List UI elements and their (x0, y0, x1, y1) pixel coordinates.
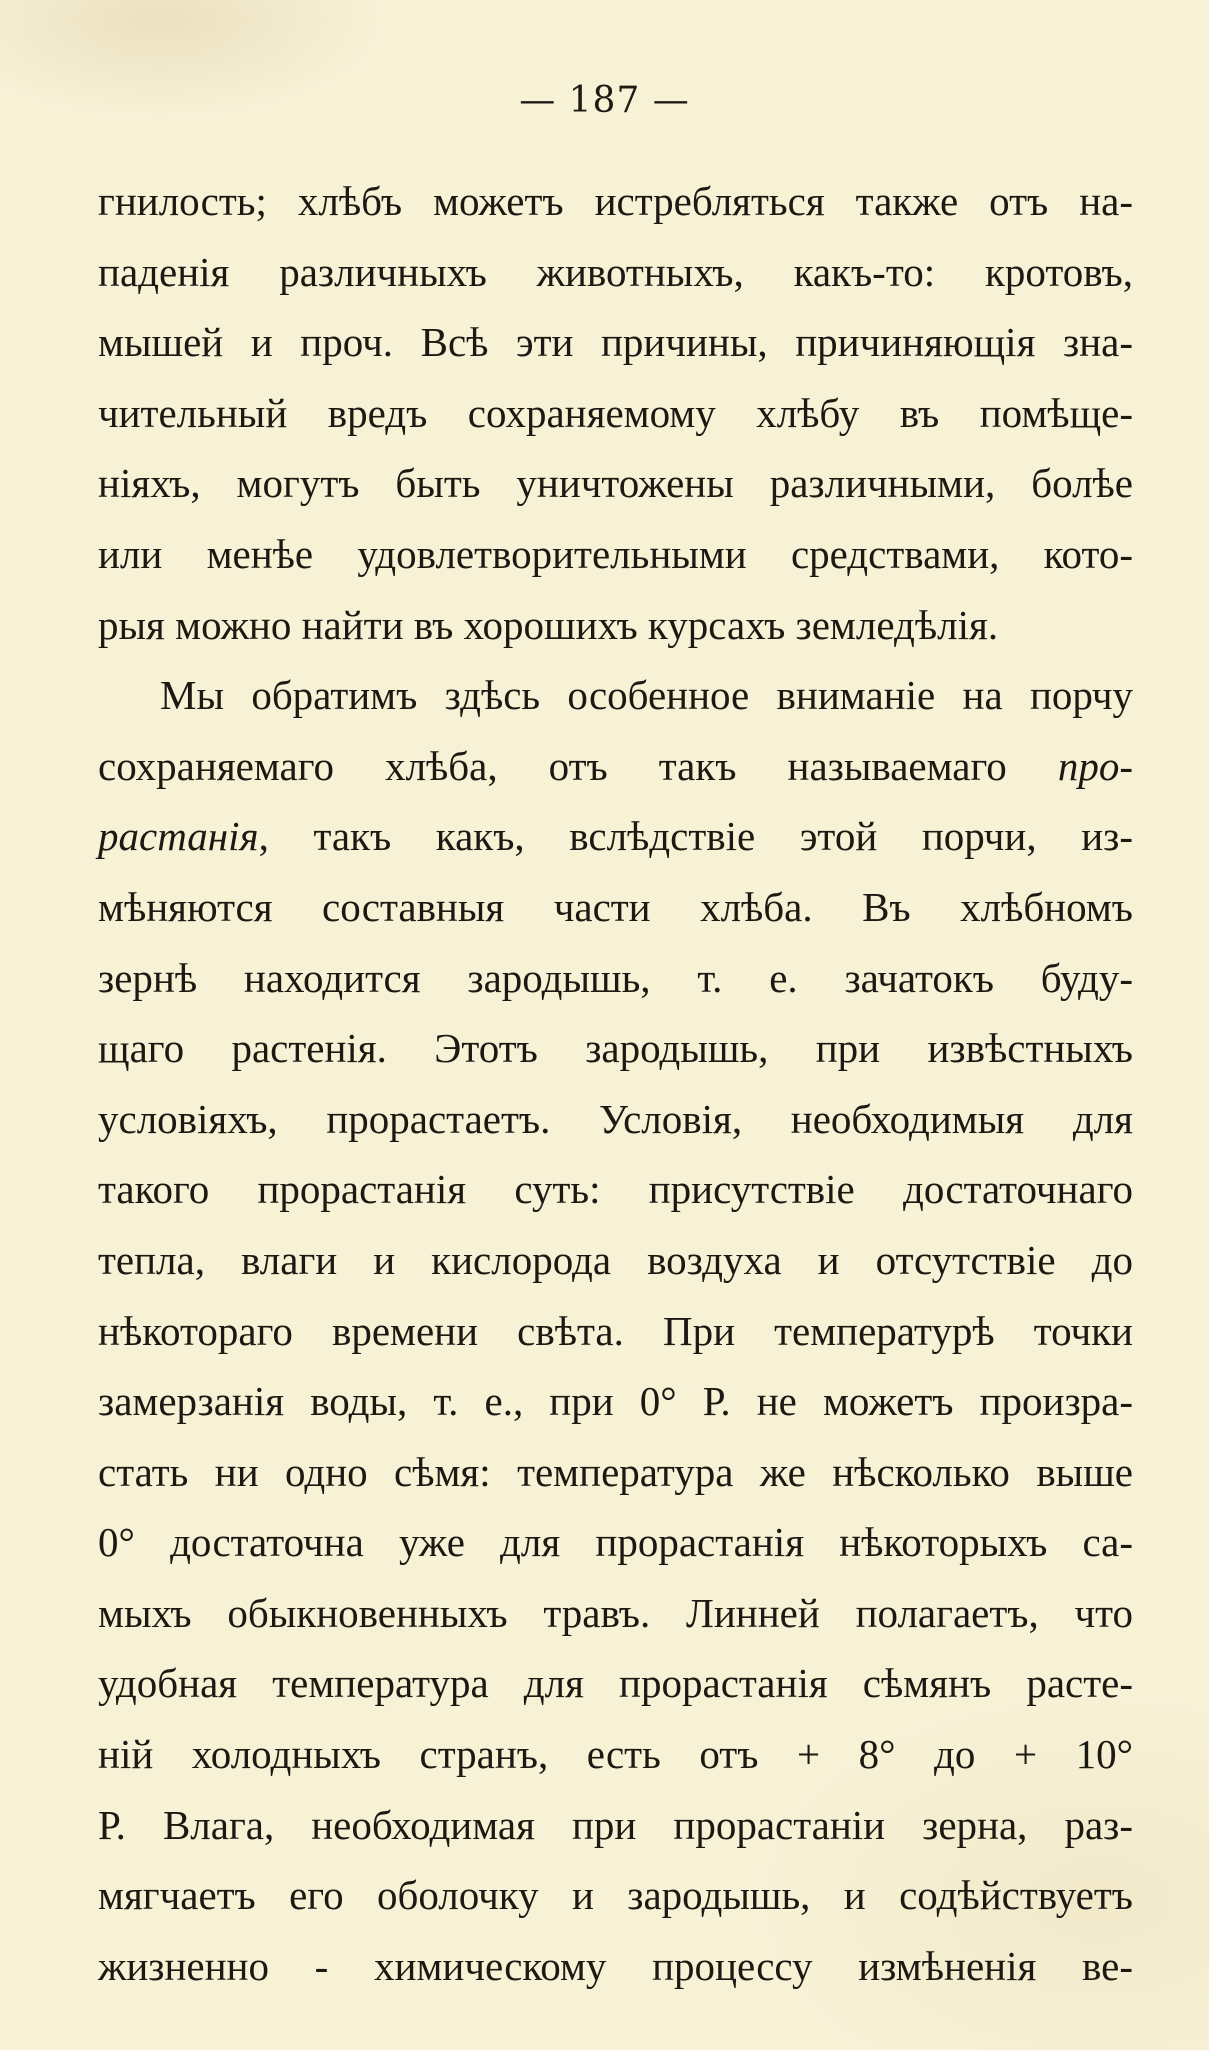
text-line: 0° достаточна уже для прорастанія нѣкоторыхъ са- (98, 1519, 1133, 1566)
text-line: паденія различныхъ животныхъ, какъ-то: кротовъ, (98, 248, 1133, 295)
text-line: удобная температура для прорастанія сѣмянъ расте- (98, 1660, 1133, 1707)
text-line-with-italic (98, 731, 1133, 802)
text-line: мѣняются составныя части хлѣба. Въ хлѣбномъ (98, 883, 1133, 930)
text-segment: , такъ какъ, вслѣдствіе этой порчи, из- (258, 813, 1133, 860)
text-line: стать ни одно сѣмя: температура же нѣсколько выше (98, 1448, 1133, 1495)
text-line: гнилость; хлѣбъ можетъ истребляться также отъ на- (98, 178, 1133, 224)
text-line: мышей и проч. Всѣ эти причины, причиняющія зна- (98, 319, 1133, 366)
text-line: Р. Влага, необходимая при прорастаніи зерна, раз- (98, 1801, 1133, 1848)
text-line: чительный вредъ сохраняемому хлѣбу въ помѣще- (98, 389, 1133, 436)
text-line: тепла, влаги и кислорода воздуха и отсутствіе до (98, 1236, 1133, 1283)
italic-term: растанія (98, 813, 259, 860)
text-line: такого прорастанія суть: присутствіе достаточнаго (98, 1166, 1133, 1213)
italic-term: про- (1057, 742, 1133, 789)
text-line-with-italic (98, 801, 1133, 872)
text-line: замерзанія воды, т. е., при 0° Р. не можетъ произра- (98, 1378, 1133, 1425)
text-line: или менѣе удовлетворительными средствами, кото- (98, 530, 1133, 577)
text-line: мыхъ обыкновенныхъ травъ. Линней полагаетъ, что (98, 1589, 1133, 1636)
text-segment: сохраняемаго хлѣба, отъ такъ называемаго (98, 742, 1007, 789)
text-line: рыя можно найти въ хорошихъ курсахъ земледѣлія. (98, 601, 999, 648)
text-line: нѣкотораго времени свѣта. При температурѣ точки (98, 1307, 1133, 1354)
page-number: — 187 — (519, 80, 690, 121)
text-line: ніяхъ, могутъ быть уничтожены различными, болѣе (98, 460, 1133, 507)
body-text (98, 166, 1133, 2001)
text-line: мягчаетъ его оболочку и зародышь, и содѣйствуетъ (98, 1872, 1133, 1919)
text-line: условіяхъ, прорастаетъ. Условія, необходимыя для (98, 1095, 1133, 1142)
text-line: ній холодныхъ странъ, есть отъ + 8° до + 10° (98, 1731, 1133, 1778)
text-line: щаго растенія. Этотъ зародышь, при извѣстныхъ (98, 1025, 1133, 1072)
text-line: Мы обратимъ здѣсь особенное вниманіе на порчу (160, 672, 1133, 719)
text-line: зернѣ находится зародышь, т. е. зачатокъ буду- (98, 954, 1133, 1001)
text-line: жизненно - химическому процессу измѣненія ве- (98, 1942, 1133, 1989)
